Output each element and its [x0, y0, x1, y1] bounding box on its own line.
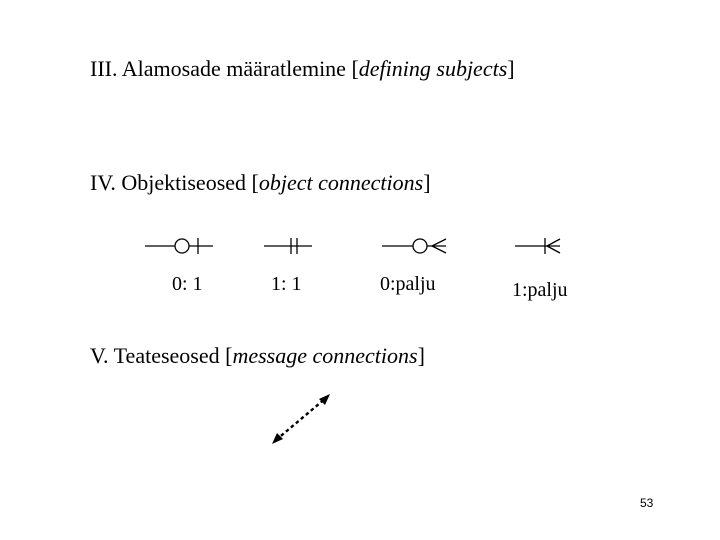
- heading-bracket: ]: [417, 343, 425, 368]
- heading-text: III. Alamosade määratlemine [: [90, 56, 359, 81]
- heading-text: V. Teateseosed [: [90, 343, 233, 368]
- heading-text: IV. Objektiseosed [: [90, 170, 259, 195]
- one-many-label: 1:palju: [512, 279, 568, 301]
- heading-translation: object connections: [258, 170, 424, 195]
- heading-bracket: ]: [423, 170, 431, 195]
- heading-bracket: ]: [507, 56, 515, 81]
- zero-one-connection-symbol: [140, 232, 220, 262]
- heading-translation: defining subjects: [358, 56, 508, 81]
- one-one-label: 1: 1: [271, 273, 302, 295]
- one-one-connection-symbol: [260, 232, 320, 262]
- section-heading-4: [90, 170, 431, 196]
- page-number: 53: [640, 496, 654, 510]
- one-many-connection-symbol: [512, 232, 572, 262]
- section-heading-5: [90, 343, 425, 369]
- message-connection-arrow: [262, 386, 342, 456]
- zero-many-connection-symbol: [378, 232, 458, 262]
- zero-many-label: 0:palju: [380, 273, 436, 295]
- zero-one-label: 0: 1: [172, 273, 203, 295]
- heading-translation: message connections: [232, 343, 418, 368]
- section-heading-3: [90, 56, 515, 82]
